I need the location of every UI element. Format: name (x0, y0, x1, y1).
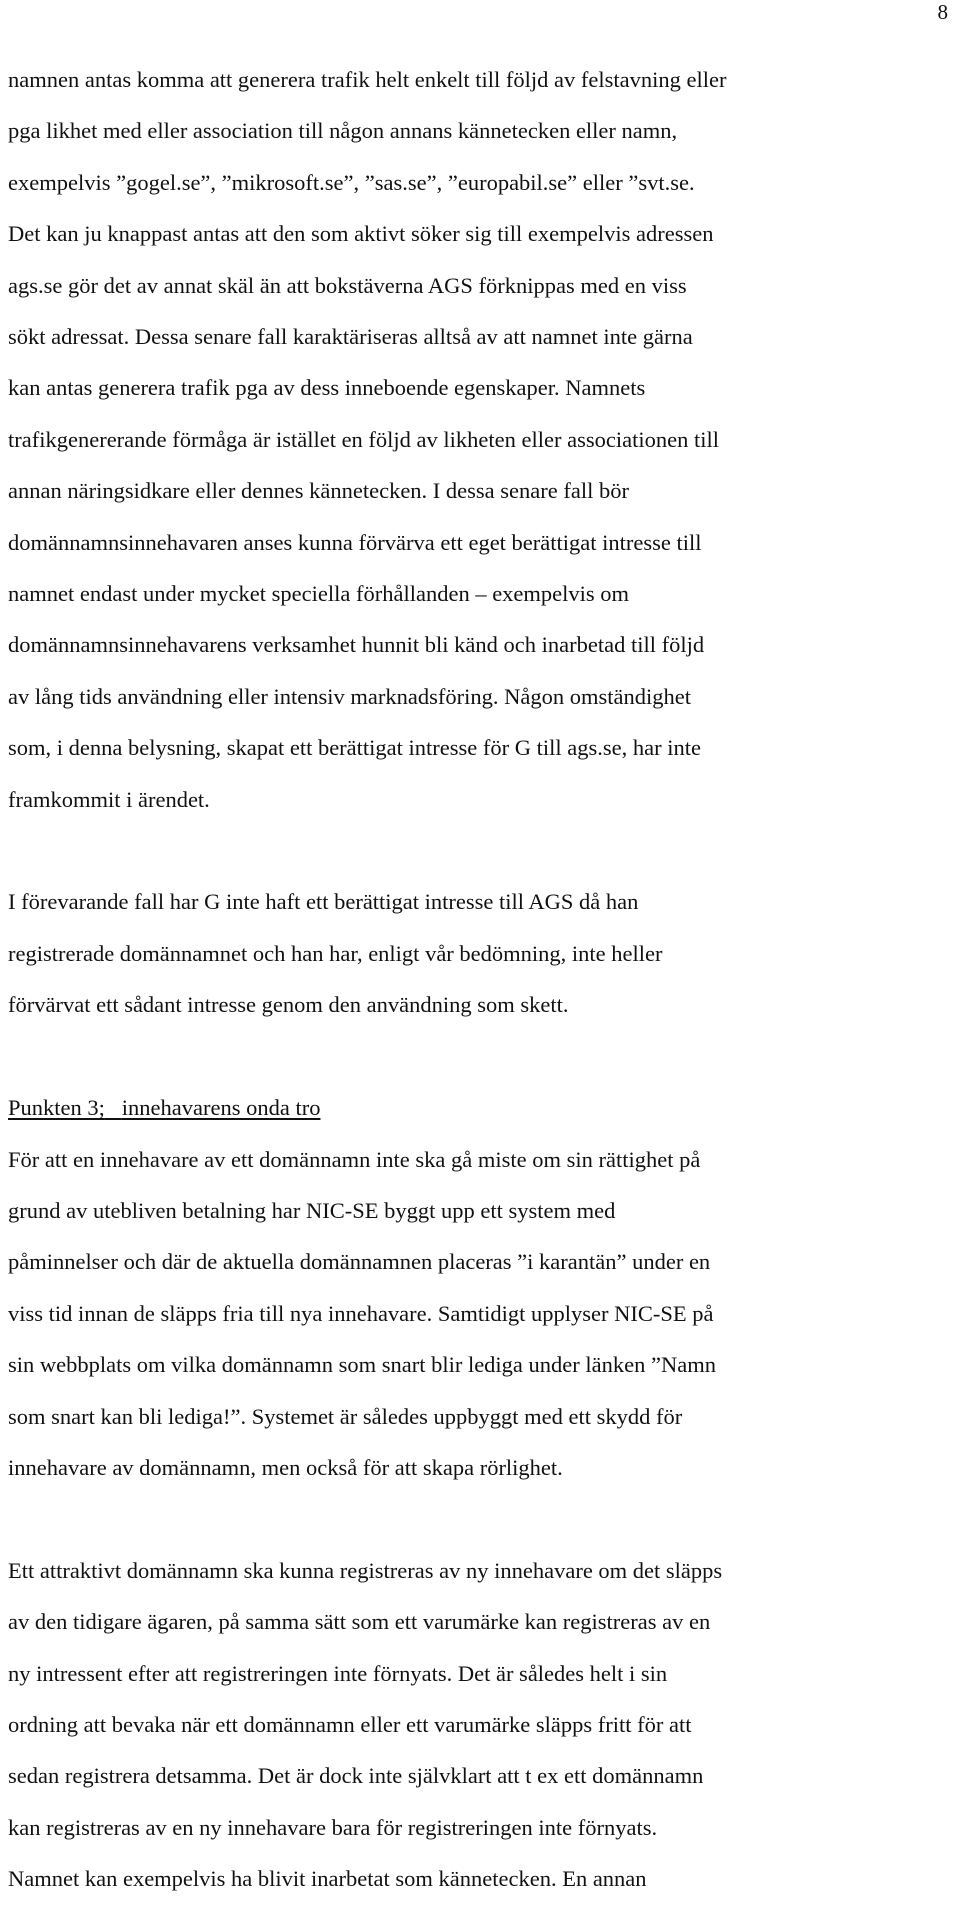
text-line: framkommit i ärendet. (8, 786, 210, 812)
text-line: domännamnsinnehavaren anses kunna förvärva ett eget berättigat intresse till (8, 529, 702, 555)
text-line: namnen antas komma att generera trafik helt enkelt till följd av felstavning eller (8, 67, 727, 92)
text-line: kan antas generera trafik pga av dess inneboende egenskaper. Namnets (8, 375, 646, 401)
text-line: Namnet kan exempelvis ha blivit inarbetat som kännetecken. En annan (8, 1866, 647, 1892)
section-heading (8, 1082, 948, 1133)
paragraph-4 (8, 1545, 948, 1905)
text-line: sedan registrera detsamma. Det är dock inte självklart att t ex ett domännamn (8, 1763, 704, 1789)
text-line: av den tidigare ägaren, på samma sätt som ett varumärke kan registreras av en (8, 1609, 711, 1635)
text-line: innehavare av domännamn, men också för att skapa rörlighet. (8, 1454, 563, 1480)
text-line: sin webbplats om vilka domännamn som snart blir lediga under länken ”Namn (8, 1352, 716, 1378)
text-line: kan registreras av en ny innehavare bara för registreringen inte förnyats. (8, 1814, 658, 1840)
paragraph-2 (8, 876, 948, 1030)
text-line: trafikgenererande förmåga är istället en följd av likheten eller associationen till (8, 426, 719, 452)
text-line: annan näringsidkare eller dennes kännetecken. I dessa senare fall bör (8, 478, 629, 504)
section-heading-line (8, 1082, 948, 1133)
text-line: pga likhet med eller association till någon annans kännetecken eller namn, (8, 118, 678, 144)
text-line: som snart kan bli lediga!”. Systemet är således uppbyggt med ett skydd för (8, 1403, 683, 1429)
text-line: grund av utebliven betalning har NIC-SE byggt upp ett system med (8, 1197, 616, 1223)
text-line: av lång tids användning eller intensiv marknadsföring. Någon omständighet (8, 683, 691, 709)
text-line: ags.se gör det av annat skäl än att bokstäverna AGS förknippas med en viss (8, 272, 687, 298)
text-line: domännamnsinnehavarens verksamhet hunnit bli känd och inarbetad till följd (8, 632, 705, 658)
text-line: För att en innehavare av ett domännamn inte ska gå miste om sin rättighet på (8, 1146, 701, 1172)
text-line: sökt adressat. Dessa senare fall karaktäriseras alltså av att namnet inte gärna (8, 324, 693, 350)
text-line: namnet endast under mycket speciella förhållanden – exempelvis om (8, 581, 630, 607)
paragraph-gap (8, 1031, 948, 1082)
text-line: påminnelser och där de aktuella domännamnen placeras ”i karantän” under en (8, 1249, 711, 1275)
page-number: 8 (937, 0, 948, 24)
text-line: exempelvis ”gogel.se”, ”mikrosoft.se”, ”sas.se”, ”europabil.se” eller ”svt.se. (8, 169, 695, 195)
section-heading-number: Punkten 3; (8, 1095, 105, 1121)
paragraph-gap (8, 825, 948, 876)
text-line: ny intressent efter att registreringen inte förnyats. Det är således helt i sin (8, 1660, 668, 1686)
text-line: som, i denna belysning, skapat ett berättigat intresse för G till ags.se, har inte (8, 735, 701, 761)
text-line: registrerade domännamnet och han har, enligt vår bedömning, inte heller (8, 940, 663, 966)
paragraph-1 (8, 54, 948, 825)
text-line: ordning att bevaka när ett domännamn eller ett varumärke släpps fritt för att (8, 1711, 692, 1737)
text-line: I förevarande fall har G inte haft ett berättigat intresse till AGS då han (8, 889, 639, 915)
paragraph-gap (8, 1493, 948, 1544)
text-line: Ett attraktivt domännamn ska kunna registreras av ny innehavare om det släpps (8, 1557, 723, 1583)
text-line: förvärvat ett sådant intresse genom den användning som skett. (8, 992, 569, 1018)
paragraph-3 (8, 1134, 948, 1494)
text-line: viss tid innan de släpps fria till nya innehavare. Samtidigt upplyser NIC-SE på (8, 1300, 714, 1326)
section-heading-title: innehavarens onda tro (121, 1095, 321, 1121)
text-line: Det kan ju knappast antas att den som aktivt söker sig till exempelvis adressen (8, 221, 714, 247)
section-heading-spacer (105, 1095, 122, 1120)
document-body (8, 54, 948, 1905)
